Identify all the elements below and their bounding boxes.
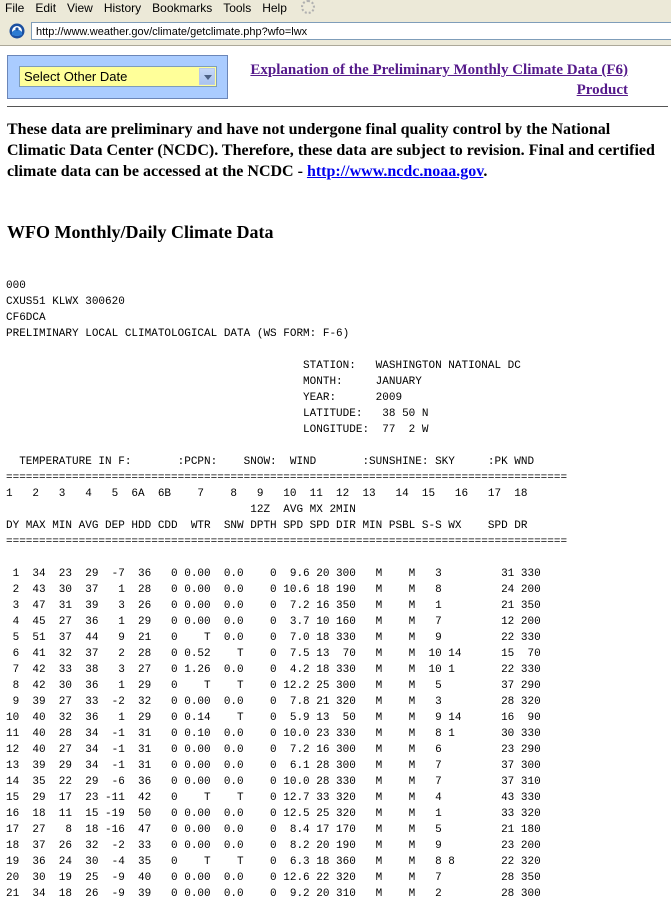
report-line (6, 550, 567, 566)
report-line: 12Z AVG MX 2MIN (6, 504, 356, 516)
table-row: 12 40 27 34 -1 31 0 0.00 0.0 0 7.2 16 300 M M 6 23 290 (6, 744, 541, 756)
climate-report (6, 278, 567, 902)
url-input[interactable]: http://www.weather.gov/climate/getclimate.php?wfo=lwx (31, 22, 671, 40)
table-row: 17 27 8 18 -16 47 0 0.00 0.0 0 8.4 17 170 M M 5 21 180 (6, 824, 541, 836)
report-line: STATION: WASHINGTON NATIONAL DC (6, 360, 521, 372)
ncdc-link[interactable]: http://www.ncdc.noaa.gov (306, 163, 484, 180)
menu-help[interactable]: Help (262, 1, 287, 15)
report-line: DY MAX MIN AVG DEP HDD CDD WTR SNW DPTH SPD SPD DIR MIN PSBL S-S WX SPD DR (6, 520, 528, 532)
table-row: 3 47 31 39 3 26 0 0.00 0.0 0 7.2 16 350 M M 1 21 350 (6, 600, 541, 612)
noaa-site-icon (9, 23, 25, 39)
menu-bookmarks[interactable]: Bookmarks (152, 1, 213, 15)
report-line: ===================================================================================== (6, 472, 568, 484)
address-bar (0, 17, 671, 46)
divider (7, 106, 668, 107)
table-row: 15 29 17 23 -11 42 0 T T 0 12.7 33 320 M M 4 43 330 (6, 792, 541, 804)
explanation-link[interactable]: Explanation of the Preliminary Monthly Climate Data (F6) Product (250, 62, 628, 98)
menu-history[interactable]: History (103, 1, 142, 15)
disclaimer-suffix: . (483, 163, 488, 180)
menu-bar (0, 0, 671, 17)
table-row: 19 36 24 30 -4 35 0 T T 0 6.3 18 360 M M 8 8 22 320 (6, 856, 541, 868)
report-line: TEMPERATURE IN F: :PCPN: SNOW: WIND :SUNSHINE: SKY :PK WND (6, 456, 535, 468)
page-heading: WFO Monthly/Daily Climate Data (7, 222, 274, 242)
table-row: 18 37 26 32 -2 33 0 0.00 0.0 0 8.2 20 190 M M 9 23 200 (6, 840, 541, 852)
disclaimer-body: These data are preliminary and have not undergone final quality control by the National Climatic Data Center (NCDC). Therefore, these data are subject to revision. Final and certified climate data can be accessed at the NCDC - (7, 121, 655, 180)
table-row: 14 35 22 29 -6 36 0 0.00 0.0 0 10.0 28 330 M M 7 37 310 (6, 776, 541, 788)
report-line: CF6DCA (6, 312, 46, 324)
table-row: 11 40 28 34 -1 31 0 0.10 0.0 0 10.0 23 330 M M 8 1 30 330 (6, 728, 541, 740)
table-row: 16 18 11 15 -19 50 0 0.00 0.0 0 12.5 25 320 M M 1 33 320 (6, 808, 541, 820)
menu-view[interactable]: View (67, 1, 93, 15)
table-row: 4 45 27 36 1 29 0 0.00 0.0 0 3.7 10 160 M M 7 12 200 (6, 616, 541, 628)
loading-throbber-icon (301, 0, 315, 14)
report-line: CXUS51 KLWX 300620 (6, 296, 125, 308)
menu-file[interactable]: File (5, 1, 25, 15)
table-row: 8 42 30 36 1 29 0 T T 0 12.2 25 300 M M 5 37 290 (6, 680, 541, 692)
date-select-label: Select Other Date (24, 69, 128, 84)
report-line (6, 342, 567, 358)
table-row: 21 34 18 26 -9 39 0 0.00 0.0 0 9.2 20 310 M M 2 28 300 (6, 888, 541, 900)
table-row: 6 41 32 37 2 28 0 0.52 T 0 7.5 13 70 M M 10 14 15 70 (6, 648, 541, 660)
report-line: LONGITUDE: 77 2 W (6, 424, 429, 436)
select-other-date-dropdown[interactable] (19, 66, 217, 87)
table-row: 1 34 23 29 -7 36 0 0.00 0.0 0 9.6 20 300 M M 3 31 330 (6, 568, 541, 580)
report-line: 1 2 3 4 5 6A 6B 7 8 9 10 11 12 13 14 15 16 17 18 (6, 488, 528, 500)
report-line: PRELIMINARY LOCAL CLIMATOLOGICAL DATA (WS FORM: F-6) (6, 328, 350, 340)
report-line: ===================================================================================== (6, 536, 568, 548)
dropdown-arrow-icon[interactable] (199, 68, 215, 85)
report-line: 000 (6, 280, 26, 292)
disclaimer-text (7, 119, 671, 182)
table-row: 10 40 32 36 1 29 0 0.14 T 0 5.9 13 50 M M 9 14 16 90 (6, 712, 541, 724)
report-line (6, 438, 567, 454)
menu-tools[interactable]: Tools (223, 1, 252, 15)
menu-edit[interactable]: Edit (35, 1, 57, 15)
report-line: LATITUDE: 38 50 N (6, 408, 429, 420)
table-row: 7 42 33 38 3 27 0 1.26 0.0 0 4.2 18 330 M M 10 1 22 330 (6, 664, 541, 676)
table-row: 2 43 30 37 1 28 0 0.00 0.0 0 10.6 18 190 M M 8 24 200 (6, 584, 541, 596)
report-line: MONTH: JANUARY (6, 376, 422, 388)
table-row: 9 39 27 33 -2 32 0 0.00 0.0 0 7.8 21 320 M M 3 28 320 (6, 696, 541, 708)
table-row: 20 30 19 25 -9 40 0 0.00 0.0 0 12.6 22 320 M M 7 28 350 (6, 872, 541, 884)
report-line: YEAR: 2009 (6, 392, 403, 404)
date-select-panel (7, 55, 228, 99)
table-row: 5 51 37 44 9 21 0 T 0.0 0 7.0 18 330 M M 9 22 330 (6, 632, 541, 644)
table-row: 13 39 29 34 -1 31 0 0.00 0.0 0 6.1 28 300 M M 7 37 300 (6, 760, 541, 772)
